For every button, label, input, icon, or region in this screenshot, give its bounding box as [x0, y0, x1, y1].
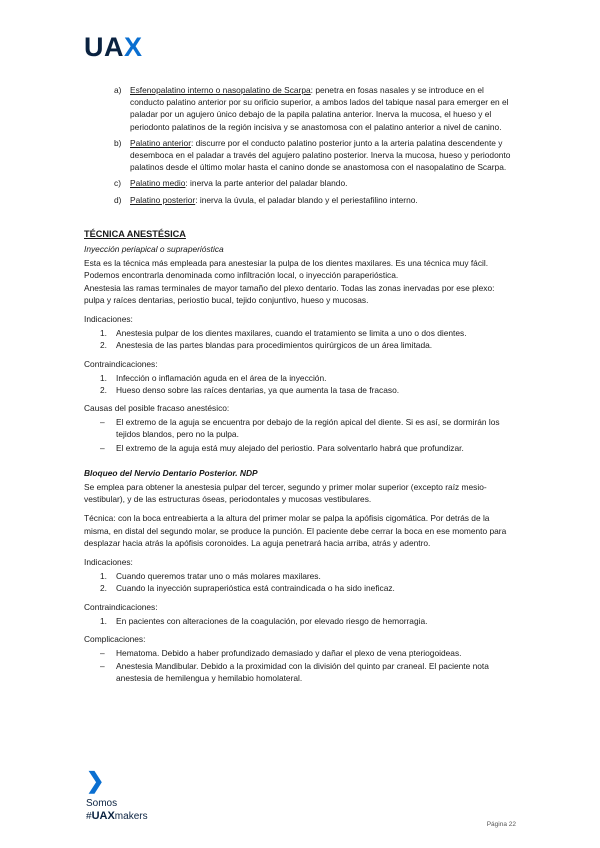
- contraindications-label: Contraindicaciones:: [84, 358, 158, 369]
- list-item: 1. Cuando queremos tratar uno o más molares maxilares.: [100, 571, 321, 582]
- paragraph: Se emplea para obtener la anestesia pulpar del tercer, segundo y primer molar superior (excepto raíz mesio- vestibular), y de las estructuras óseas, periodontales y mucosas vestibulares.: [84, 482, 487, 505]
- list-item: – Hematoma. Debido a haber profundizado demasiado y dañar el plexo de vena pteriogoideas.: [100, 648, 462, 659]
- ndp-subtitle: Bloqueo del Nervio Dentario Posterior. NDP: [84, 467, 258, 478]
- paragraph: Esta es la técnica más empleada para anestesiar la pulpa de los dientes maxilares. Es una técnica muy fácil. Podemos encontrarla denominada como infiltración local, o inyección paraperióstica.: [84, 258, 489, 281]
- list-item: c) Palatino medio: inerva la parte anterior del paladar blando.: [114, 178, 348, 189]
- uax-logo: UAX: [84, 32, 143, 62]
- list-item: 1. En pacientes con alteraciones de la coagulación, por elevado riesgo de hemorragia.: [100, 615, 428, 626]
- page-number: Página 22: [486, 821, 516, 828]
- failure-causes-label: Causas del posible fracaso anestésico:: [84, 403, 230, 414]
- list-item: 1. Anestesia pulpar de los dientes maxilares, cuando el tratamiento se limita a uno o dos dientes.: [100, 328, 467, 339]
- indications-label: Indicaciones:: [84, 556, 133, 567]
- list-item: 2. Hueso denso sobre las raíces dentarias, ya que aumenta la tasa de fracaso.: [100, 384, 400, 395]
- list-item: 2. Anestesia de las partes blandas para procedimientos quirúrgicos de un área limitada.: [100, 340, 433, 351]
- failure-causes-list: [84, 416, 512, 454]
- contraindications-label: Contraindicaciones:: [84, 601, 158, 612]
- indications-list: [84, 327, 512, 351]
- list-item: d) Palatino posterior: inerva la úvula, el paladar blando y el periestafilino interno.: [114, 194, 418, 205]
- list-item: – Anestesia Mandibular. Debido a la proximidad con la división del quinto par craneal. El paciente nota anestesia de hemilengua y hemilabio homolateral.: [100, 661, 489, 684]
- list-item: a) Esfenopalatino interno o nasopalatino de Scarpa: penetra en fosas nasales y se introduce en el conducto palatino anterior por su orificio superior, a ambos lados del tabique nasal para emerger en el paladar por un agujero único debajo de la papila palatina anterior. Inerva la mucosa, el hueso y el periodonto palatinos de la región incisiva y se anastomosa con el palatino anterior a nivel de canino.: [114, 85, 509, 132]
- paragraph: Anestesia las ramas terminales de mayor tamaño del plexo dentario. Todas las zonas inervadas por ese plexo: pulpa y raíces dentarias, periostio bucal, tejido conjuntivo, hueso y mucosas.: [84, 282, 495, 305]
- indications-list: [84, 570, 512, 594]
- indications-label: Indicaciones:: [84, 313, 133, 324]
- complications-list: [84, 647, 512, 685]
- complications-label: Complicaciones:: [84, 633, 146, 644]
- chevron-right-icon: ❯: [86, 768, 105, 793]
- list-item: 1. Infección o inflamación aguda en el área de la inyección.: [100, 372, 327, 383]
- contraindications-list: [84, 372, 512, 396]
- contraindications-list: [84, 615, 512, 627]
- list-item: – El extremo de la aguja se encuentra por debajo de la región apical del diente. Si es así, se dormirán los tejidos blandos, pero no la pulpa.: [100, 417, 500, 440]
- section-title: TÉCNICA ANESTÉSICA: [84, 228, 186, 239]
- list-item: b) Palatino anterior: discurre por el conducto palatino posterior junto a la arteria palatina descendente y desemboca en el paladar a través del agujero palatino posterior. Inerva la mucosa, hueso y periodonto palatinos desde el último molar hasta el canino donde se anastomosa con el nasopalatino de Scarpa.: [114, 137, 511, 173]
- palatine-nerve-list: [84, 84, 512, 206]
- document-body: [84, 84, 512, 691]
- list-item: 2. Cuando la inyección supraperióstica está contraindicada o ha sido ineficaz.: [100, 583, 395, 594]
- footer-brand: Somos #UAXmakers: [86, 798, 148, 822]
- infiltration-subtitle: Inyección periapical o supraperióstica: [84, 244, 224, 255]
- list-item: – El extremo de la aguja está muy alejado del periostio. Para solventarlo habrá que profundizar.: [100, 442, 464, 453]
- paragraph: Técnica: con la boca entreabierta a la altura del primer molar se palpa la apófisis cigomática. Por detrás de la misma, en distal del segundo molar, se produce la punción. El paciente debe cerrar la boca en ese momento para desplazar hacia atrás la apófisis coronoides. La aguja penetrará hacia arriba, atrás y adentro.: [84, 513, 507, 548]
